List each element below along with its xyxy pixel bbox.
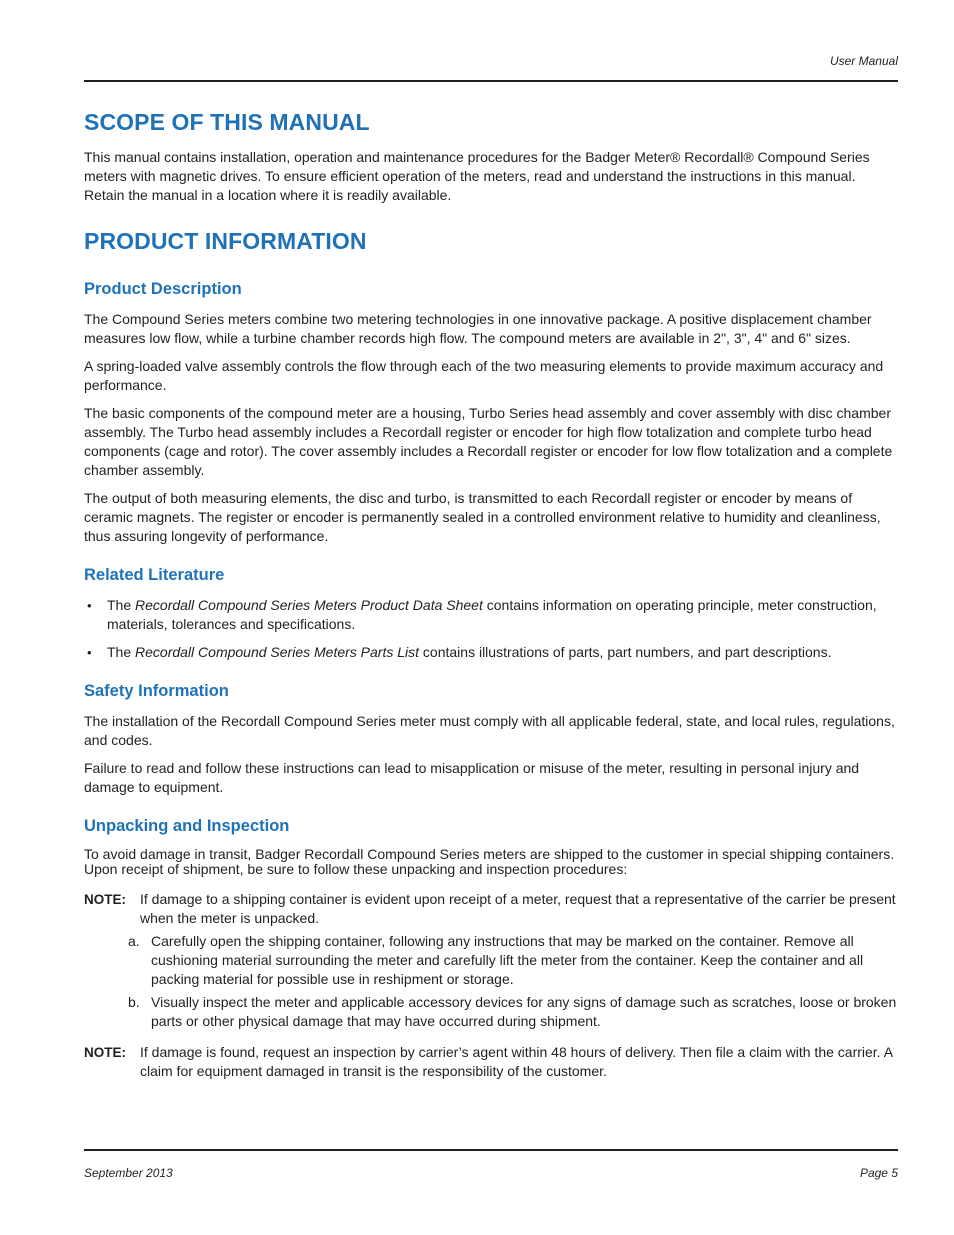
step-text: Visually inspect the meter and applicable accessory devices for any signs of damage such as scratches, loose or broken parts or other physical damage that may have occurred during shipment. <box>151 994 897 1029</box>
list-item <box>128 993 898 1031</box>
footer-page-number: Page 5 <box>859 1166 898 1180</box>
safety-paragraph: The installation of the Recordall Compound Series meter must comply with all applicable federal, state, and local rules, regulations, and codes. <box>84 713 895 748</box>
step-marker: b. <box>128 994 140 1010</box>
note-label: NOTE: <box>84 1045 126 1060</box>
safety-paragraph: Failure to read and follow these instructions can lead to misapplication or misuse of the meter, resulting in personal injury and damage to equipment. <box>84 760 860 795</box>
product-description-paragraph: The output of both measuring elements, the disc and turbo, is transmitted to each Recordall register or encoder by means of ceramic magnets. The register or encoder is permanently sealed in a controlled environment relative to humidity and cleanliness, thus assuring longevity of performance. <box>84 490 881 544</box>
footer-rule <box>84 1149 898 1151</box>
page-content <box>84 108 898 1081</box>
header-rule <box>84 80 898 82</box>
unpacking-inspection-title: Unpacking and Inspection <box>84 817 290 835</box>
scope-body: This manual contains installation, operation and maintenance procedures for the Badger Meter® Recordall® Compound Series meters with magnetic drives. To ensure efficient operation of the meters, read and understand the instructions in this manual. Retain the manual in a location where it is readily available. <box>84 149 870 203</box>
list-item-prefix: The <box>107 644 136 660</box>
document-title: Recordall Compound Series Meters Product Data Sheet <box>135 597 483 613</box>
list-item-prefix: The <box>107 597 136 613</box>
list-item <box>84 596 898 634</box>
list-item-suffix: contains information on operating principle, meter construction, materials, tolerances and specifications. <box>107 597 877 632</box>
note-label: NOTE: <box>84 892 126 907</box>
product-description-paragraph: The basic components of the compound meter are a housing, Turbo Series head assembly and cover assembly with disc chamber assembly. The Turbo head assembly includes a Recordall register or encoder for high flow totalization and complete turbo head components (cage and rotor). The cover assembly includes a Recordall register or encoder for low flow totalization and a complete chamber assembly. <box>84 405 893 478</box>
product-description-paragraph: A spring-loaded valve assembly controls the flow through each of the two measuring elements to provide maximum accuracy and performance. <box>84 358 884 393</box>
product-information-title: PRODUCT INFORMATION <box>84 228 367 254</box>
bullet-marker: • <box>87 645 92 660</box>
step-text: Carefully open the shipping container, following any instructions that may be marked on the container. Remove all cushioning material surrounding the meter and carefully lift the meter from the container. Keep the container and all packing material for possible use in reshipment or storage. <box>151 933 864 987</box>
product-description-title: Product Description <box>84 280 242 298</box>
related-literature-list <box>84 596 898 662</box>
related-literature-title: Related Literature <box>84 566 225 584</box>
note-block <box>84 1043 898 1081</box>
note-text: If damage is found, request an inspection by carrier’s agent within 48 hours of delivery. Then file a claim with the carrier. A claim for equipment damaged in transit is the responsibility of the customer. <box>140 1044 893 1079</box>
step-marker: a. <box>128 933 140 949</box>
list-item <box>84 643 898 662</box>
document-title: Recordall Compound Series Meters Parts List <box>135 644 420 660</box>
safety-information-title: Safety Information <box>84 682 229 700</box>
note-text: If damage to a shipping container is evident upon receipt of a meter, request that a representative of the carrier be present when the meter is unpacked. <box>140 891 896 926</box>
scope-title: SCOPE OF THIS MANUAL <box>84 109 370 135</box>
manual-page <box>84 0 898 1235</box>
unpacking-intro: To avoid damage in transit, Badger Recordall Compound Series meters are shipped to the customer in special shipping containers. Upon receipt of shipment, be sure to follow these unpacking and inspection procedures: <box>84 846 895 877</box>
footer-date: September 2013 <box>84 1166 173 1180</box>
inspection-steps <box>84 932 898 1031</box>
list-item <box>128 932 898 989</box>
note-block <box>84 890 898 928</box>
list-item-suffix: contains illustrations of parts, part numbers, and part descriptions. <box>419 644 832 660</box>
product-description-paragraph: The Compound Series meters combine two metering technologies in one innovative package. A positive displacement chamber measures low flow, while a turbine chamber records high flow. The compound meters are available in 2", 3", 4" and 6" sizes. <box>84 311 872 346</box>
bullet-marker: • <box>87 598 92 613</box>
header-label: User Manual <box>829 54 898 68</box>
